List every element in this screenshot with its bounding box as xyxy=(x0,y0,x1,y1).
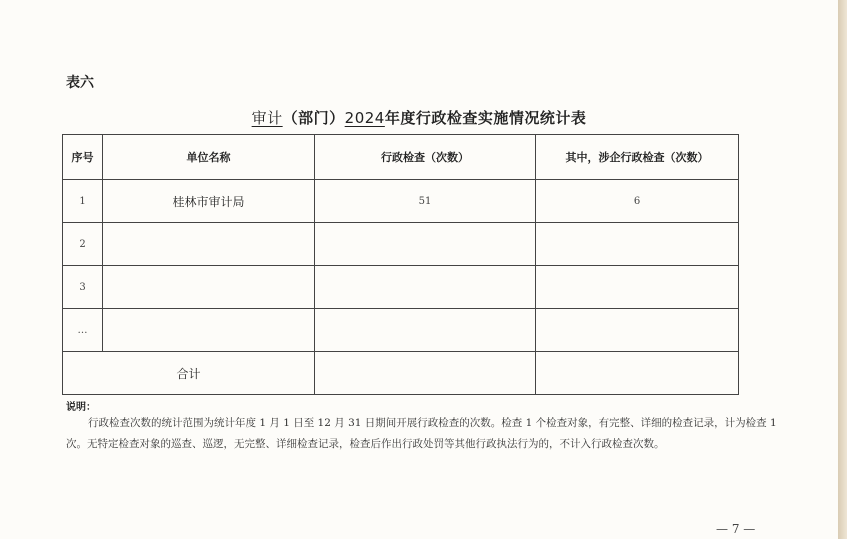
row-unit-name xyxy=(103,223,315,266)
total-enterprise-inspections xyxy=(536,352,739,395)
row-inspections xyxy=(315,223,536,266)
row-index: … xyxy=(63,309,103,352)
table-row xyxy=(63,223,739,266)
row-unit-name: 桂林市审计局 xyxy=(103,180,315,223)
row-enterprise-inspections: 6 xyxy=(536,180,739,223)
title-department-suffix: （部门） xyxy=(282,109,345,127)
header-enterprise-inspections: 其中，涉企行政检查（次数） xyxy=(536,135,739,180)
table-row xyxy=(63,266,739,309)
row-index: 1 xyxy=(63,180,103,223)
document-title xyxy=(0,107,838,128)
title-department: 审计 xyxy=(251,109,283,127)
table-header-row xyxy=(63,135,739,180)
table-row xyxy=(63,309,739,352)
total-inspections xyxy=(315,352,536,395)
table-row xyxy=(63,180,739,223)
title-text: 年度行政检查实施情况统计表 xyxy=(384,109,587,127)
row-unit-name xyxy=(103,309,315,352)
header-inspections: 行政检查（次数） xyxy=(315,135,536,180)
row-enterprise-inspections xyxy=(536,223,739,266)
total-label: 合计 xyxy=(63,352,315,395)
row-inspections xyxy=(315,309,536,352)
page-edge xyxy=(838,0,847,539)
table-label: 表六 xyxy=(66,75,94,91)
row-index: 2 xyxy=(63,223,103,266)
table-total-row xyxy=(63,352,739,395)
row-unit-name xyxy=(103,266,315,309)
row-inspections: 51 xyxy=(315,180,536,223)
header-index: 序号 xyxy=(63,135,103,180)
row-enterprise-inspections xyxy=(536,309,739,352)
title-year: 2024 xyxy=(344,109,385,127)
inspection-table xyxy=(62,134,739,395)
notes-body: 行政检查次数的统计范围为统计年度 1 月 1 日至 12 月 31 日期间开展行政检查的次数。检查 1 个检查对象，有完整、详细的检查记录，计为检查 1 次。无特定检查对象的巡查、巡逻，无完整、详细检查记录，检查后作出行政处罚等其他行政执法行为的，不计入行政检查次数。 xyxy=(66,417,777,450)
row-index: 3 xyxy=(63,266,103,309)
page-number: — 7 — xyxy=(716,522,756,536)
row-enterprise-inspections xyxy=(536,266,739,309)
notes-heading: 说明： xyxy=(66,402,96,413)
row-inspections xyxy=(315,266,536,309)
header-unit-name: 单位名称 xyxy=(103,135,315,180)
